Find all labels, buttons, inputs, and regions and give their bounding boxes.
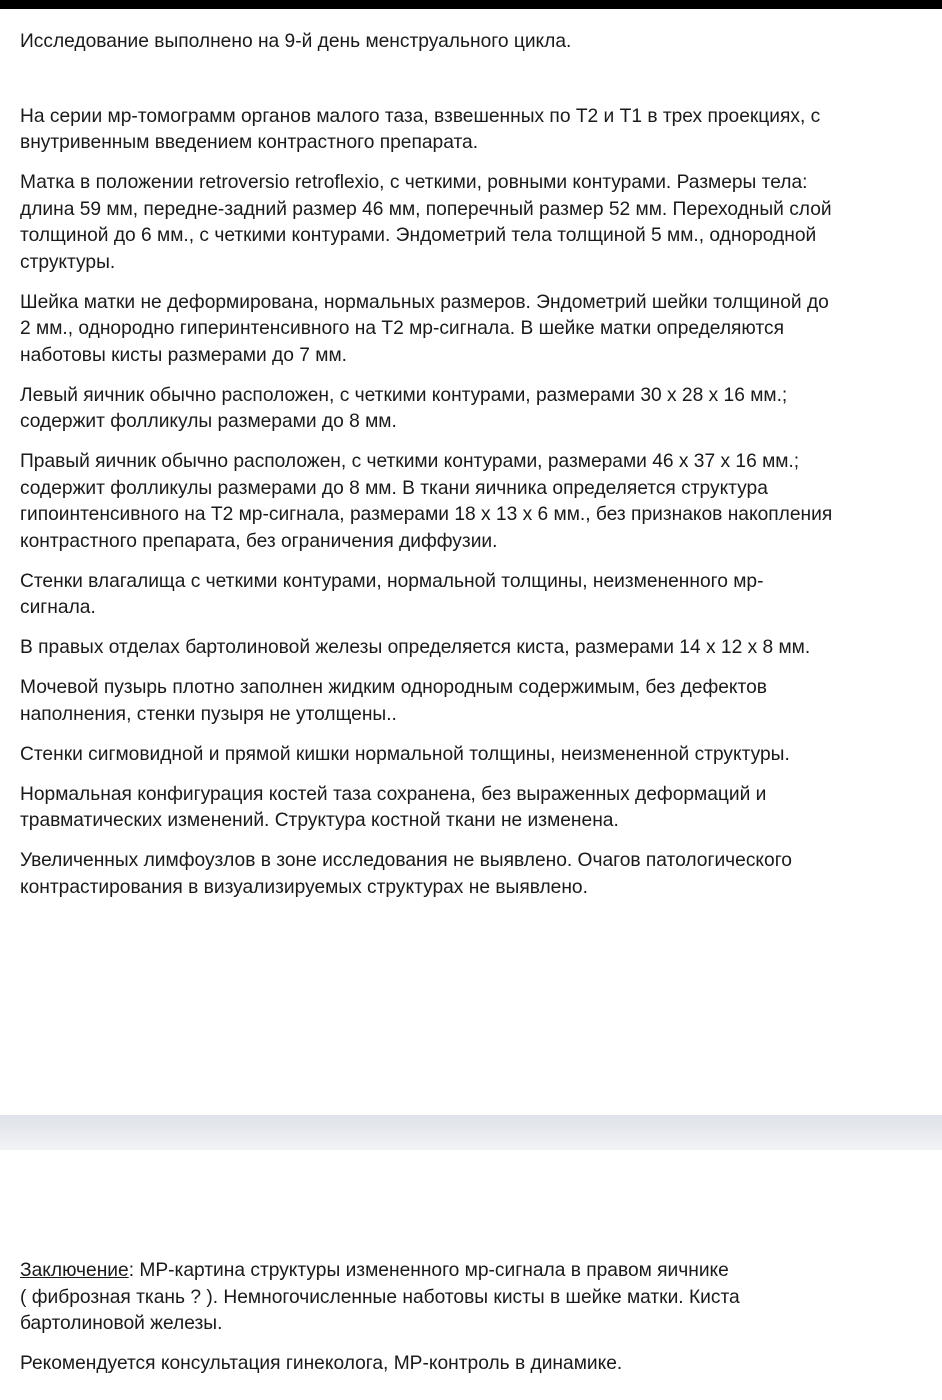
paragraph-left-ovary: Левый яичник обычно расположен, с четкими контурами, размерами 30 х 28 х 16 мм.; содержит фолликулы размерами до 8 мм. (20, 384, 788, 432)
paragraph-bowel: Стенки сигмовидной и прямой кишки нормальной толщины, неизмененной структуры. (20, 743, 790, 765)
report-page-2 (0, 1150, 942, 1400)
paragraph-mri-series: На серии мр-томограмм органов малого таза, взвешенных по Т2 и Т1 в трех проекциях, с внутривенным введением контрастного препарата. (20, 105, 821, 153)
top-screen-bar (0, 0, 942, 9)
paragraph-bladder: Мочевой пузырь плотно заполнен жидким однородным содержимым, без дефектов наполнения, стенки пузыря не утолщены.. (20, 677, 767, 725)
conclusion-label: Заключение (20, 1260, 129, 1281)
paragraph-vagina: Стенки влагалища с четкими контурами, нормальной толщины, неизмененного мр- сигнала. (20, 570, 764, 618)
paragraph-lymph-nodes: Увеличенных лимфоузлов в зоне исследования не выявлено. Очагов патологического контрастирования в визуализируемых структурах не выявлено. (20, 850, 792, 898)
paragraph-bartholin-cyst: В правых отделах бартолиновой железы определяется киста, размерами 14 х 12 х 8 мм. (20, 637, 811, 658)
recommendation: Рекомендуется консультация гинеколога, МР-контроль в динамике. (20, 1353, 623, 1374)
page-separator (0, 1115, 942, 1150)
study-intro: Исследование выполнено на 9-й день менструального цикла. (20, 31, 572, 52)
conclusion-text: : МР-картина структуры измененного мр-сигнала в правом яичнике ( фиброзная ткань ? ). Немногочисленные наботовы кисты в шейке матки. Киста бартолиновой железы. (20, 1260, 740, 1334)
paragraph-cervix: Шейка матки не деформирована, нормальных размеров. Эндометрий шейки толщиной до 2 мм., однородно гиперинтенсивного на Т2 мр-сигнала. В шейке матки определяются наботовы кисты размерами до 7 мм. (20, 291, 829, 366)
paragraph-pelvic-bones: Нормальная конфигурация костей таза сохранена, без выраженных деформаций и травматических изменений. Структура костной ткани не изменена. (20, 783, 767, 831)
paragraph-right-ovary: Правый яичник обычно расположен, с четкими контурами, размерами 46 х 37 х 16 мм.; содержит фолликулы размерами до 8 мм. В ткани яичника определяется структура гипоинтенсивного на Т2 мр-сигнала, размерами 18 х 13 х 6 мм., без признаков накопления контрастного препарата, без ограничения диффузии. (20, 451, 833, 552)
paragraph-uterus: Матка в положении retroversio retroflexio, с четкими, ровными контурами. Размеры тела: длина 59 мм, передне-задний размер 46 мм, поперечный размер 52 мм. Переходный слой толщиной до 6 мм., с четкими контурами. Эндометрий тела толщиной 5 мм., однородной структуры. (20, 172, 832, 273)
report-page-1 (0, 9, 942, 1115)
conclusion (20, 1258, 922, 1338)
